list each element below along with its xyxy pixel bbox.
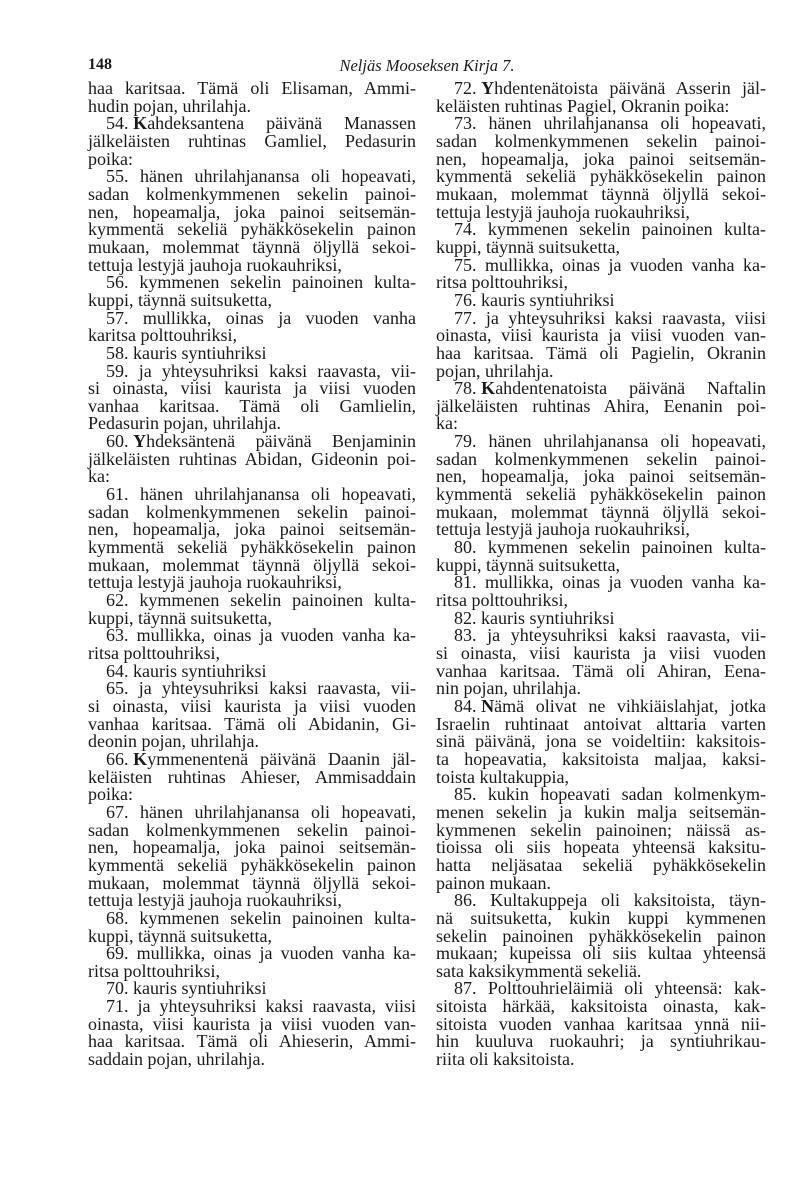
- text-line: ka:: [88, 466, 110, 487]
- text-line: poika:: [88, 148, 133, 169]
- verse-paragraph: [436, 574, 766, 609]
- text-line: 85. kukin hopeavati sadan kolmenkym-: [454, 784, 766, 805]
- text-line: 87. Polttouhrieläimiä oli yhteensä: kak-: [454, 978, 766, 999]
- text-line: 59. ja yhteysuhriksi kaksi raavasta, vii-: [106, 360, 416, 381]
- verse-paragraph: [88, 360, 416, 434]
- text-line: 57. mullikka, oinas ja vuoden vanha: [106, 307, 416, 328]
- text-line: 77. ja yhteysuhriksi kaksi raavasta, viisi: [454, 307, 766, 328]
- bold-initial: N: [481, 695, 495, 716]
- text-line: 55. hänen uhrilahjanansa oli hopeavati,: [106, 166, 416, 187]
- text-line: Israelin ruhtinaat antoivat alttaria varten: [436, 713, 766, 734]
- bold-initial: K: [481, 378, 496, 399]
- text-line: nä suitsuketta, kukin kuppi kymmenen: [436, 907, 766, 928]
- verse-paragraph: [88, 274, 416, 309]
- line-text: ahdeksantena päivänä Manassen: [147, 113, 416, 134]
- text-line: nen, hopeamalja, joka painoi seitsemän-: [88, 519, 416, 540]
- bold-initial: Y: [133, 431, 147, 452]
- running-title: Neljäs Mooseksen Kirja 7.: [339, 56, 515, 75]
- right-column: [436, 80, 766, 1069]
- text-line: mukaan, molemmat täynnä öljyllä sekoi-: [436, 183, 766, 204]
- text-line: sekelin painoinen pyhäkkösekelin painon: [436, 925, 766, 946]
- line-text: ämä olivat ne vihkiäislahjat, jotka: [494, 695, 766, 716]
- verse-paragraph: [436, 980, 766, 1068]
- text-line: vanhaa karitsaa. Tämä oli Abidanin, Gi-: [88, 713, 416, 734]
- text-line: 67. hänen uhrilahjanansa oli hopeavati,: [106, 801, 416, 822]
- text-line: kuppi, täynnä suitsuketta,: [436, 236, 620, 257]
- bold-initial: Y: [481, 78, 495, 98]
- text-line: nen, hopeamalja, joka painoi seitsemän-: [436, 148, 766, 169]
- verse-paragraph: [436, 433, 766, 539]
- verse-paragraph: [436, 695, 766, 787]
- text-line: kymmentä sekeliä pyhäkkösekelin painon: [436, 484, 766, 505]
- text-line: 62. kymmenen sekelin painoinen kulta-: [106, 590, 416, 611]
- verse-paragraph: [88, 80, 416, 115]
- verse-paragraph: [436, 380, 766, 433]
- text-line: toista kultakuppia,: [436, 766, 569, 787]
- text-line: painon mukaan.: [436, 872, 551, 893]
- text-line: mukaan, molemmat täynnä öljyllä sekoi-: [436, 501, 766, 522]
- text-line: si oinasta, viisi kaurista ja viisi vuoden: [88, 695, 416, 716]
- text-line: 73. hänen uhrilahjanansa oli hopeavati,: [454, 113, 766, 134]
- text-line: 71. ja yhteysuhriksi kaksi raavasta, viisi: [106, 996, 416, 1017]
- text-line: riita oli kaksitoista.: [436, 1049, 575, 1070]
- verse-paragraph: [88, 627, 416, 662]
- text-line: [436, 695, 766, 716]
- text-line: jälkeläisten ruhtinas Gamliel, Pedasurin: [88, 130, 416, 151]
- text-line: sadan kolmenkymmenen sekelin painoi-: [88, 183, 416, 204]
- text-line: kymmentä sekeliä pyhäkkösekelin painon: [88, 219, 416, 240]
- verse-paragraph: [88, 680, 416, 751]
- verse-paragraph: [436, 892, 766, 980]
- text-line: hatta neljäsataa sekeliä pyhäkkösekelin: [436, 854, 766, 875]
- text-line: 76. kauris syntiuhriksi: [454, 289, 615, 310]
- verse-paragraph: [88, 307, 416, 346]
- verse-number: 72.: [454, 78, 477, 98]
- text-line: nin pojan, uhrilahja.: [436, 678, 581, 699]
- text-line: menen sekelin ja kukin malja seitsemän-: [436, 801, 766, 822]
- text-line: 83. ja yhteysuhriksi kaksi raavasta, vii-: [454, 625, 766, 646]
- text-line: 82. kauris syntiuhriksi: [454, 607, 615, 628]
- verse-paragraph: [436, 254, 766, 293]
- text-line: sadan kolmenkymmenen sekelin painoi-: [88, 819, 416, 840]
- verse-paragraph: [436, 80, 766, 115]
- text-line: 80. kymmenen sekelin painoinen kulta-: [454, 537, 766, 558]
- text-line: saddain pojan, uhrilahja.: [88, 1049, 265, 1070]
- text-line: 56. kymmenen sekelin painoinen kulta-: [106, 272, 416, 293]
- text-line: nen, hopeamalja, joka painoi seitsemän-: [88, 837, 416, 858]
- text-line: ritsa polttouhriksi,: [436, 272, 568, 293]
- text-line: kuppi, täynnä suitsuketta,: [88, 607, 272, 628]
- text-line: nen, hopeamalja, joka painoi seitsemän-: [436, 466, 766, 487]
- text-line: kymmentä sekeliä pyhäkkösekelin painon: [436, 166, 766, 187]
- text-line: sinä päivänä, jona se voideltiin: kaksitois-: [436, 731, 766, 752]
- text-line: sadan kolmenkymmenen sekelin painoi-: [436, 130, 766, 151]
- text-line: vanhaa karitsaa. Tämä oli Gamlielin,: [88, 395, 416, 416]
- verse-paragraph: [88, 748, 416, 805]
- page-number: 148: [88, 56, 112, 73]
- text-line: 68. kymmenen sekelin painoinen kulta-: [106, 907, 416, 928]
- text-line: sadan kolmenkymmenen sekelin painoi-: [436, 448, 766, 469]
- verse-paragraph: [88, 998, 416, 1069]
- line-text: hdentenätoista päivänä Asserin jäl-: [494, 78, 766, 98]
- text-line: kymmenen sekelin painoinen; näissä as-: [436, 819, 766, 840]
- text-line: 75. mullikka, oinas ja vuoden vanha ka-: [454, 254, 766, 275]
- verse-paragraph: [88, 907, 416, 946]
- text-line: haa karitsaa. Tämä oli Ahieserin, Ammi-: [88, 1031, 416, 1052]
- text-line: mukaan, molemmat täynnä öljyllä sekoi-: [88, 554, 416, 575]
- text-line: tettuja lestyjä jauhoja ruokauhriksi,: [436, 201, 690, 222]
- text-line: tettuja lestyjä jauhoja ruokauhriksi,: [88, 890, 342, 911]
- text-line: [436, 80, 766, 98]
- verse-paragraph: [436, 221, 766, 256]
- verse-paragraph: [436, 627, 766, 698]
- text-line: haa karitsaa. Tämä oli Pagielin, Okranin: [436, 342, 766, 363]
- text-line: keläisten ruhtinas Pagiel, Okranin poika:: [436, 95, 730, 116]
- verse-paragraph: [88, 945, 416, 980]
- text-line: tettuja lestyjä jauhoja ruokauhriksi,: [436, 519, 690, 540]
- text-line: 70. kauris syntiuhriksi: [106, 978, 267, 999]
- text-line: mukaan, molemmat täynnä öljyllä sekoi-: [88, 236, 416, 257]
- text-line: karitsa polttouhriksi,: [88, 325, 237, 346]
- verse-number: 66.: [106, 748, 129, 769]
- verse-paragraph: [88, 115, 416, 168]
- text-line: 63. mullikka, oinas ja vuoden vanha ka-: [106, 625, 416, 646]
- text-line: hudin pojan, uhrilahja.: [88, 95, 251, 116]
- verse-paragraph: [88, 592, 416, 627]
- text-line: ka:: [436, 413, 458, 434]
- text-line: mukaan, molemmat täynnä öljyllä sekoi-: [88, 872, 416, 893]
- text-line: 65. ja yhteysuhriksi kaksi raavasta, vii-: [106, 678, 416, 699]
- text-line: kymmentä sekeliä pyhäkkösekelin painon: [88, 854, 416, 875]
- verse-number: 84.: [454, 695, 477, 716]
- text-line: kuppi, täynnä suitsuketta,: [88, 925, 272, 946]
- verse-paragraph: [88, 168, 416, 274]
- text-line: 61. hänen uhrilahjanansa oli hopeavati,: [106, 484, 416, 505]
- text-line: 69. mullikka, oinas ja vuoden vanha ka-: [106, 943, 416, 964]
- text-line: deonin pojan, uhrilahja.: [88, 731, 259, 752]
- text-line: 86. Kultakuppeja oli kaksitoista, täyn-: [454, 890, 766, 911]
- text-line: ta hopeavatia, kaksitoista maljaa, kaksi-: [436, 748, 766, 769]
- verse-number: 78.: [454, 378, 477, 399]
- text-line: poika:: [88, 784, 133, 805]
- text-line: 74. kymmenen sekelin painoinen kulta-: [454, 219, 766, 240]
- verse-paragraph: [436, 289, 766, 310]
- line-text: ymmenentenä päivänä Daanin jäl-: [147, 748, 416, 769]
- verse-paragraph: [88, 801, 416, 911]
- verse-paragraph: [436, 539, 766, 574]
- bold-initial: K: [133, 113, 148, 134]
- text-line: nen, hopeamalja, joka painoi seitsemän-: [88, 201, 416, 222]
- left-column: [88, 80, 416, 1069]
- verse-paragraph: [88, 486, 416, 592]
- verse-paragraph: [88, 342, 416, 363]
- text-line: ritsa polttouhriksi,: [436, 590, 568, 611]
- text-line: ritsa polttouhriksi,: [88, 960, 220, 981]
- line-text: ahdentenatoista päivänä Naftalin: [495, 378, 766, 399]
- text-line: Pedasurin pojan, uhrilahja.: [88, 413, 281, 434]
- text-line: jälkeläisten ruhtinas Ahira, Eenanin poi-: [436, 395, 766, 416]
- verse-paragraph: [88, 433, 416, 486]
- verse-paragraph: [436, 786, 766, 892]
- text-line: 81. mullikka, oinas ja vuoden vanha ka-: [454, 572, 766, 593]
- text-line: jälkeläisten ruhtinas Abidan, Gideonin poi-: [88, 448, 416, 469]
- text-line: si oinasta, viisi kaurista ja viisi vuoden: [88, 378, 416, 399]
- text-line: si oinasta, viisi kaurista ja viisi vuoden: [436, 643, 766, 663]
- text-line: 64. kauris syntiuhriksi: [106, 660, 267, 681]
- verse-number: 54.: [106, 113, 129, 134]
- text-line: tioissa oli siis hopeata yhteensä kaksitu-: [436, 837, 766, 858]
- text-line: ritsa polttouhriksi,: [88, 643, 220, 663]
- text-line: haa karitsaa. Tämä oli Elisaman, Ammi-: [88, 78, 416, 98]
- text-line: 79. hänen uhrilahjanansa oli hopeavati,: [454, 431, 766, 452]
- text-line: tettuja lestyjä jauhoja ruokauhriksi,: [88, 572, 342, 593]
- text-line: keläisten ruhtinas Ahieser, Ammisaddain: [88, 766, 416, 787]
- text-line: tettuja lestyjä jauhoja ruokauhriksi,: [88, 254, 342, 275]
- text-line: oinasta, viisi kaurista ja viisi vuoden van-: [436, 325, 766, 346]
- bold-initial: K: [133, 748, 148, 769]
- text-line: kuppi, täynnä suitsuketta,: [436, 554, 620, 575]
- text-line: hin kuuluva ruokauhri; ja syntiuhrikau-: [436, 1031, 766, 1052]
- text-line: sitoista härkää, kaksitoista oinasta, kak-: [436, 996, 766, 1017]
- verse-paragraph: [436, 307, 766, 381]
- text-line: oinasta, viisi kaurista ja viisi vuoden van-: [88, 1013, 416, 1034]
- text-line: sitoista vuoden vanhaa karitsaa ynnä nii-: [436, 1013, 766, 1034]
- text-line: sadan kolmenkymmenen sekelin painoi-: [88, 501, 416, 522]
- line-text: hdeksäntenä päivänä Benjaminin: [146, 431, 416, 452]
- text-line: 58. kauris syntiuhriksi: [106, 342, 267, 363]
- text-line: pojan, uhrilahja.: [436, 360, 554, 381]
- text-line: vanhaa karitsaa. Tämä oli Ahiran, Eena-: [436, 660, 766, 681]
- text-line: sata kaksikymmentä sekeliä.: [436, 960, 642, 981]
- text-line: kymmentä sekeliä pyhäkkösekelin painon: [88, 537, 416, 558]
- text-line: mukaan; kupeissa oli siis kultaa yhteensä: [436, 943, 766, 964]
- text-line: [88, 748, 416, 769]
- text-line: kuppi, täynnä suitsuketta,: [88, 289, 272, 310]
- verse-paragraph: [436, 115, 766, 221]
- verse-number: 60.: [106, 431, 129, 452]
